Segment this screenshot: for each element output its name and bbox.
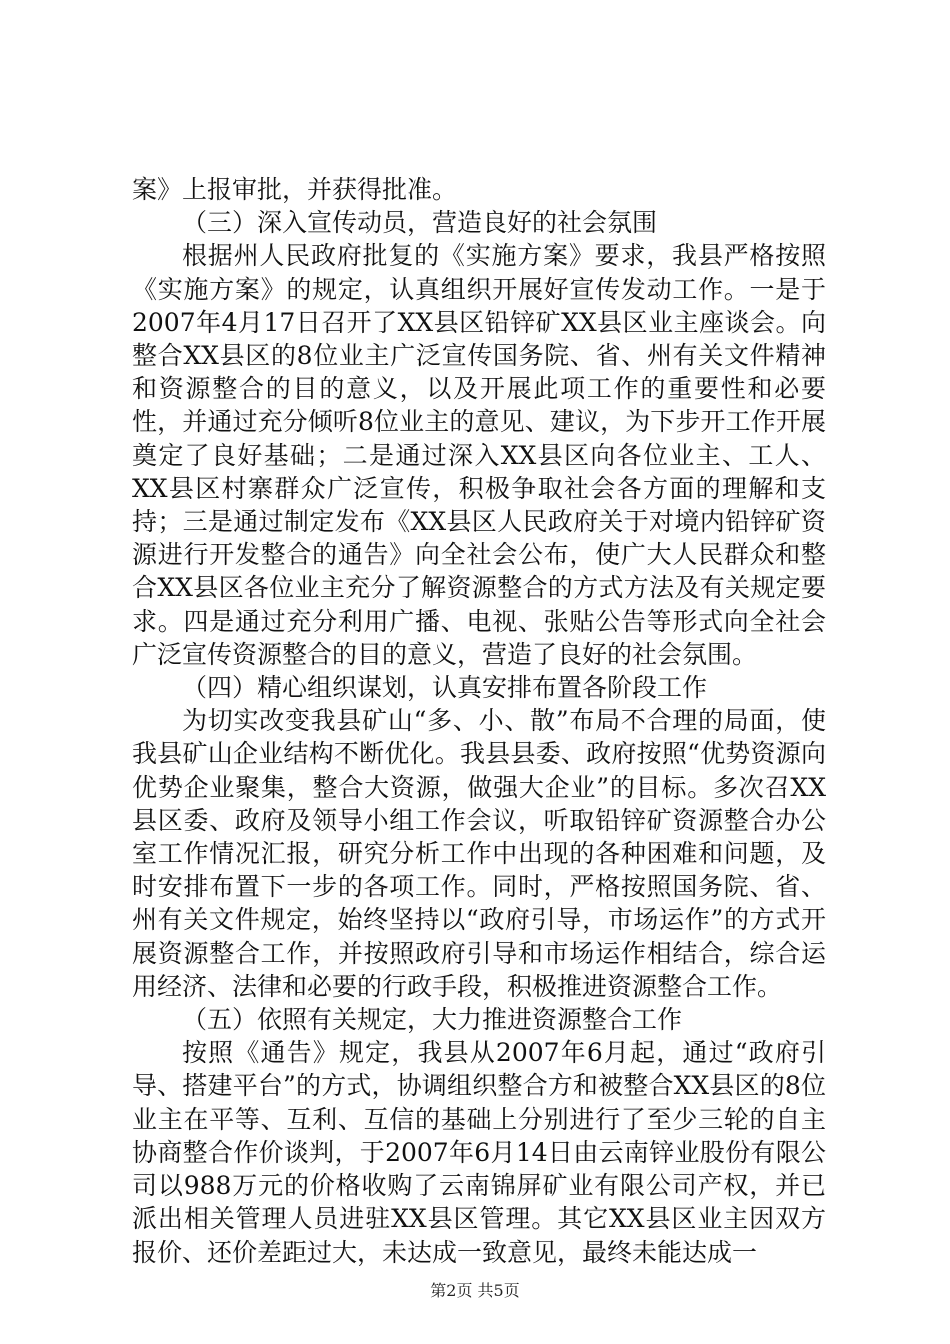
paragraph-integration: 按照《通告》规定，我县从2007年6月起，通过“政府引导、搭建平台”的方式，协调组织整合方和被整合XX县区的8位业主在平等、互利、互信的基础上分别进行了至少三轮的自主协商整合作价谈判，于2007年6月14日由云南锌业股份有限公司以988万元的价格收购了云南锦屏矿业有限公司产权，并已派出相关管理人员进驻XX县区管理。其它XX县区业主因双方报价、还价差距过大，未达成一致意见，最终未能达成一 xyxy=(132,1038,826,1267)
section-heading-4: （四）精心组织谋划，认真安排布置各阶段工作 xyxy=(182,673,708,703)
page-footer: 第2页 共5页 xyxy=(430,1281,520,1300)
paragraph-publicity: 根据州人民政府批复的《实施方案》要求，我县严格按照《实施方案》的规定，认真组织开展好宣传发动工作。一是于2007年4月17日召开了XX县区铅锌矿XX县区业主座谈会。向整合XX县区的8位业主广泛宣传国务院、省、州有关文件精神和资源整合的目的意义，以及开展此项工作的重要性和必要性，并通过充分倾听8位业主的意见、建议，为下步开工作开展奠定了良好基础；二是通过深入XX县区向各位业主、工人、XX县区村寨群众广泛宣传，积极争取社会各方面的理解和支持；三是通过制定发布《XX县区人民政府关于对境内铅锌矿资源进行开发整合的通告》向全社会公布，使广大人民群众和整合XX县区各位业主充分了解资源整合的方式方法及有关规定要求。四是通过充分利用广播、电视、张贴公告等形式向全社会广泛宣传资源整合的目的意义，营造了良好的社会氛围。 xyxy=(132,241,826,669)
section-heading-3: （三）深入宣传动员，营造良好的社会氛围 xyxy=(182,208,658,238)
paragraph-planning: 为切实改变我县矿山“多、小、散”布局不合理的局面，使我县矿山企业结构不断优化。我县县委、政府按照“优势资源向优势企业聚集，整合大资源，做强大企业”的目标。多次召XX县区委、政府及领导小组工作会议，听取铅锌矿资源整合办公室工作情况汇报，研究分析工作中出现的各种困难和问题，及时安排布置下一步的各项工作。同时，严格按照国务院、省、州有关文件规定，始终坚持以“政府引导，市场运作”的方式开展资源整合工作，并按照政府引导和市场运作相结合，综合运用经济、法律和必要的行政手段，积极推进资源整合工作。 xyxy=(132,706,826,1001)
section-heading-5: （五）依照有关规定，大力推进资源整合工作 xyxy=(182,1005,683,1035)
document-body xyxy=(132,173,826,1269)
paragraph-continuation: 案》上报审批，并获得批准。 xyxy=(132,175,458,204)
